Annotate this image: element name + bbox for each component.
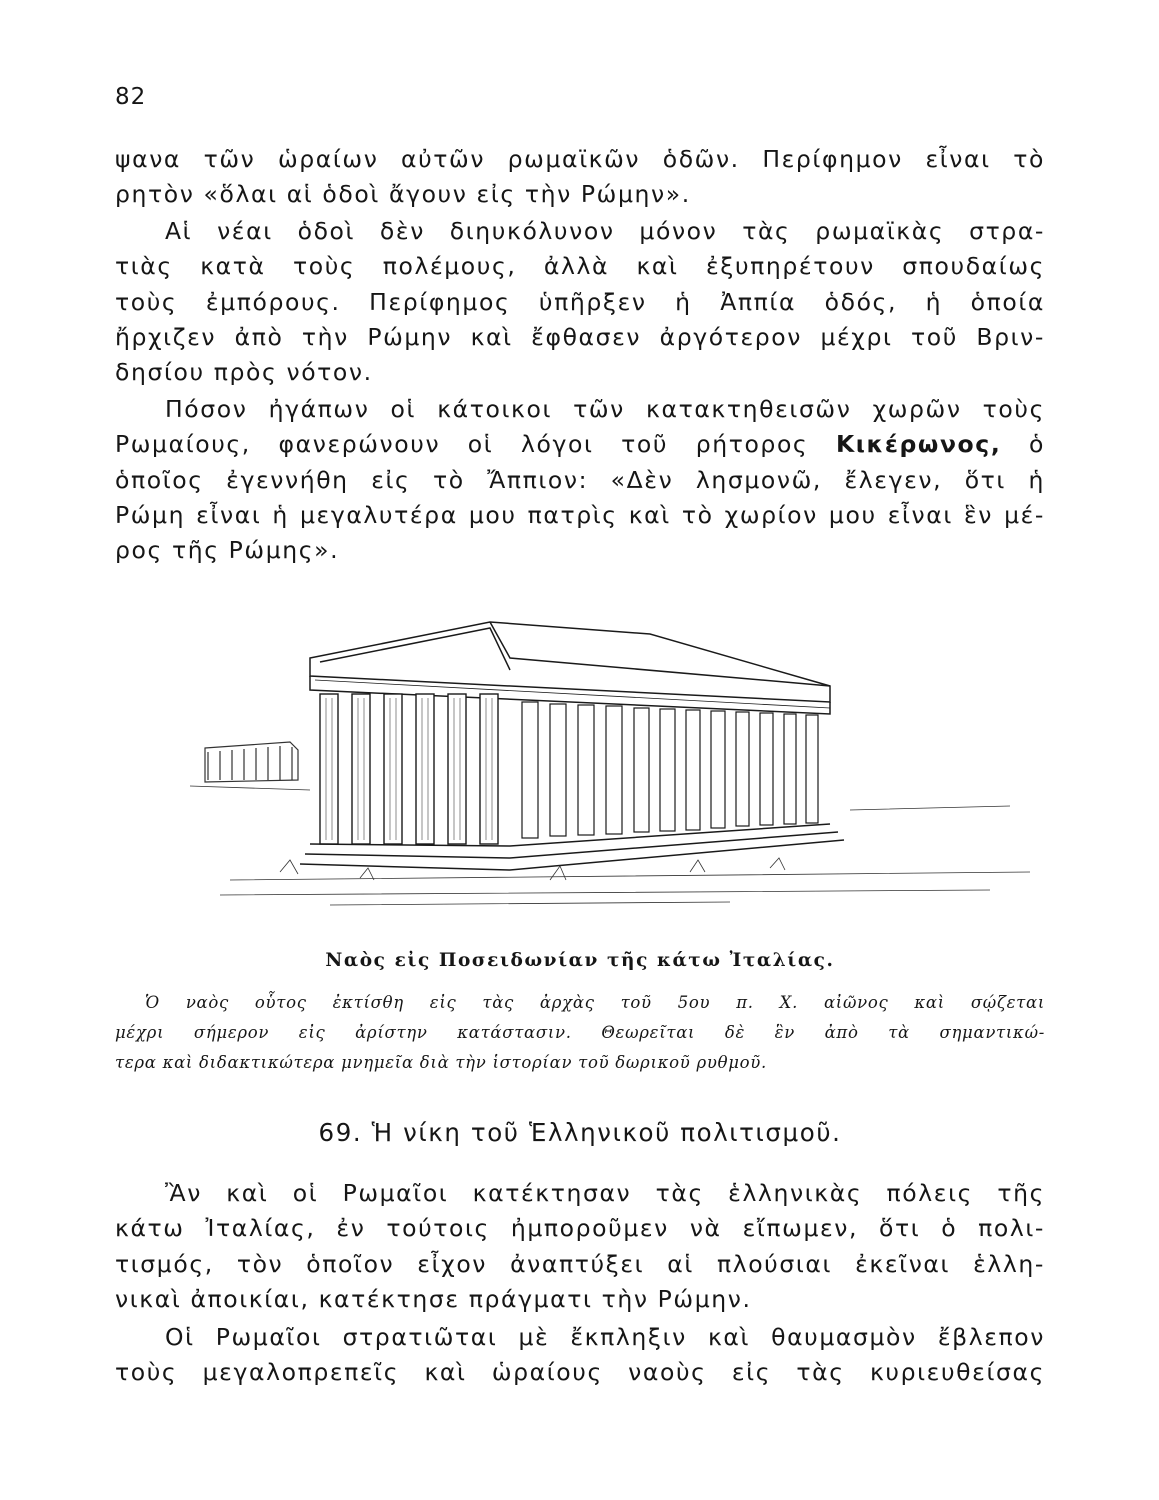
temple-base	[300, 824, 844, 870]
paragraph-roads-end	[115, 142, 1045, 213]
text-line: τισμός, τὸν ὁποῖον εἶχον ἀναπτύξει αἱ πλούσιαι ἐκεῖναι ἑλλη-	[115, 1249, 1045, 1278]
text-line: ρος τῆς Ρώμης».	[115, 536, 340, 565]
text-line: Ρώμη εἶναι ἡ μεγαλυτέρα μου πατρὶς καὶ τὸ χωρίον μου εἶναι ἓν μέ-	[115, 500, 1045, 529]
text-line: ὁποῖος ἐγεννήθη εἰς τὸ Ἄππιον: «Δὲν λησμονῶ, ἔλεγεν, ὅτι ἡ	[115, 465, 1045, 494]
paragraph-cicero	[115, 392, 1045, 568]
caption-line: μέχρι σήμερον εἰς ἀρίστην κατάστασιν. Θεωρεῖται δὲ ἓν ἀπὸ τὰ σημαντικώ-	[115, 1023, 1045, 1042]
figure-caption-title: Ναὸς εἰς Ποσειδωνίαν τῆς κάτω Ἰταλίας.	[325, 950, 835, 971]
temple-side-columns	[522, 702, 818, 838]
distant-ruin	[205, 742, 298, 782]
text-line: Πόσον ἠγάπων οἱ κάτοικοι τῶν κατακτηθεισῶν χωρῶν τοὺς	[165, 395, 1045, 423]
text-line: ψανα τῶν ὡραίων αὐτῶν ρωμαϊκῶν ὁδῶν. Περίφημον εἶναι τὸ	[115, 145, 1045, 173]
temple-front-columns	[320, 694, 498, 844]
text-line: δησίου πρὸς νότον.	[115, 358, 373, 387]
text-segment: Ρωμαίους, φανερώνουν οἱ λόγοι τοῦ ρήτορος	[115, 430, 809, 459]
text-line: κάτω Ἰταλίας, ἐν τούτοις ἠμποροῦμεν νὰ εἴπωμεν, ὅτι ὁ πολι-	[115, 1214, 1045, 1243]
paragraph-greek-civilization	[115, 1176, 1045, 1317]
text-line: νικαὶ ἀποικίαι, κατέκτησε πράγματι τὴν Ρώμην.	[115, 1284, 752, 1313]
page-number: 82	[115, 84, 147, 110]
caption-line: Ὁ ναὸς οὗτος ἐκτίσθη εἰς τὰς ἀρχὰς τοῦ 5ου π. Χ. αἰῶνος καὶ σῴζεται	[145, 993, 1045, 1012]
cicero-name: Κικέρωνος,	[835, 430, 1002, 459]
text-line: Οἱ Ρωμαῖοι στρατιῶται μὲ ἔκπληξιν καὶ θαυμασμὸν ἔβλεπον	[165, 1323, 1045, 1351]
text-line: τοὺς μεγαλοπρεπεῖς καὶ ὡραίους ναοὺς εἰς τὰς κυριευθείσας	[115, 1358, 1045, 1387]
text-line: Αἱ νέαι ὁδοὶ δὲν διηυκόλυνον μόνον τὰς ρωμαϊκὰς στρα-	[165, 217, 1045, 245]
figure-caption-note	[115, 988, 1045, 1078]
text-line: τιὰς κατὰ τοὺς πολέμους, ἀλλὰ καὶ ἐξυπηρέτουν σπουδαίως	[115, 252, 1045, 281]
text-line: ρητὸν «ὅλαι αἱ ὁδοὶ ἄγουν εἰς τὴν Ρώμην».	[115, 180, 691, 209]
text-line: ἤρχιζεν ἀπὸ τὴν Ρώμην καὶ ἔφθασεν ἀργότερον μέχρι τοῦ Βριν-	[115, 322, 1045, 351]
caption-line: τερα καὶ διδακτικώτερα μνημεῖα διὰ τὴν ἱστορίαν τοῦ δωρικοῦ ρυθμοῦ.	[115, 1053, 767, 1072]
paragraph-new-roads	[115, 214, 1045, 390]
temple-illustration	[130, 610, 1030, 910]
text-line: τοὺς ἐμπόρους. Περίφημος ὑπῆρξεν ἡ Ἀππία ὁδός, ἡ ὁποία	[115, 287, 1045, 316]
section-heading: 69. Ἡ νίκη τοῦ Ἑλληνικοῦ πολιτισμοῦ.	[318, 1118, 842, 1147]
text-segment: ὁ	[1029, 430, 1045, 459]
paragraph-roman-soldiers	[115, 1320, 1045, 1391]
text-line: Ἂν καὶ οἱ Ρωμαῖοι κατέκτησαν τὰς ἑλληνικὰς πόλεις τῆς	[165, 1179, 1045, 1207]
text-line	[115, 427, 1045, 462]
